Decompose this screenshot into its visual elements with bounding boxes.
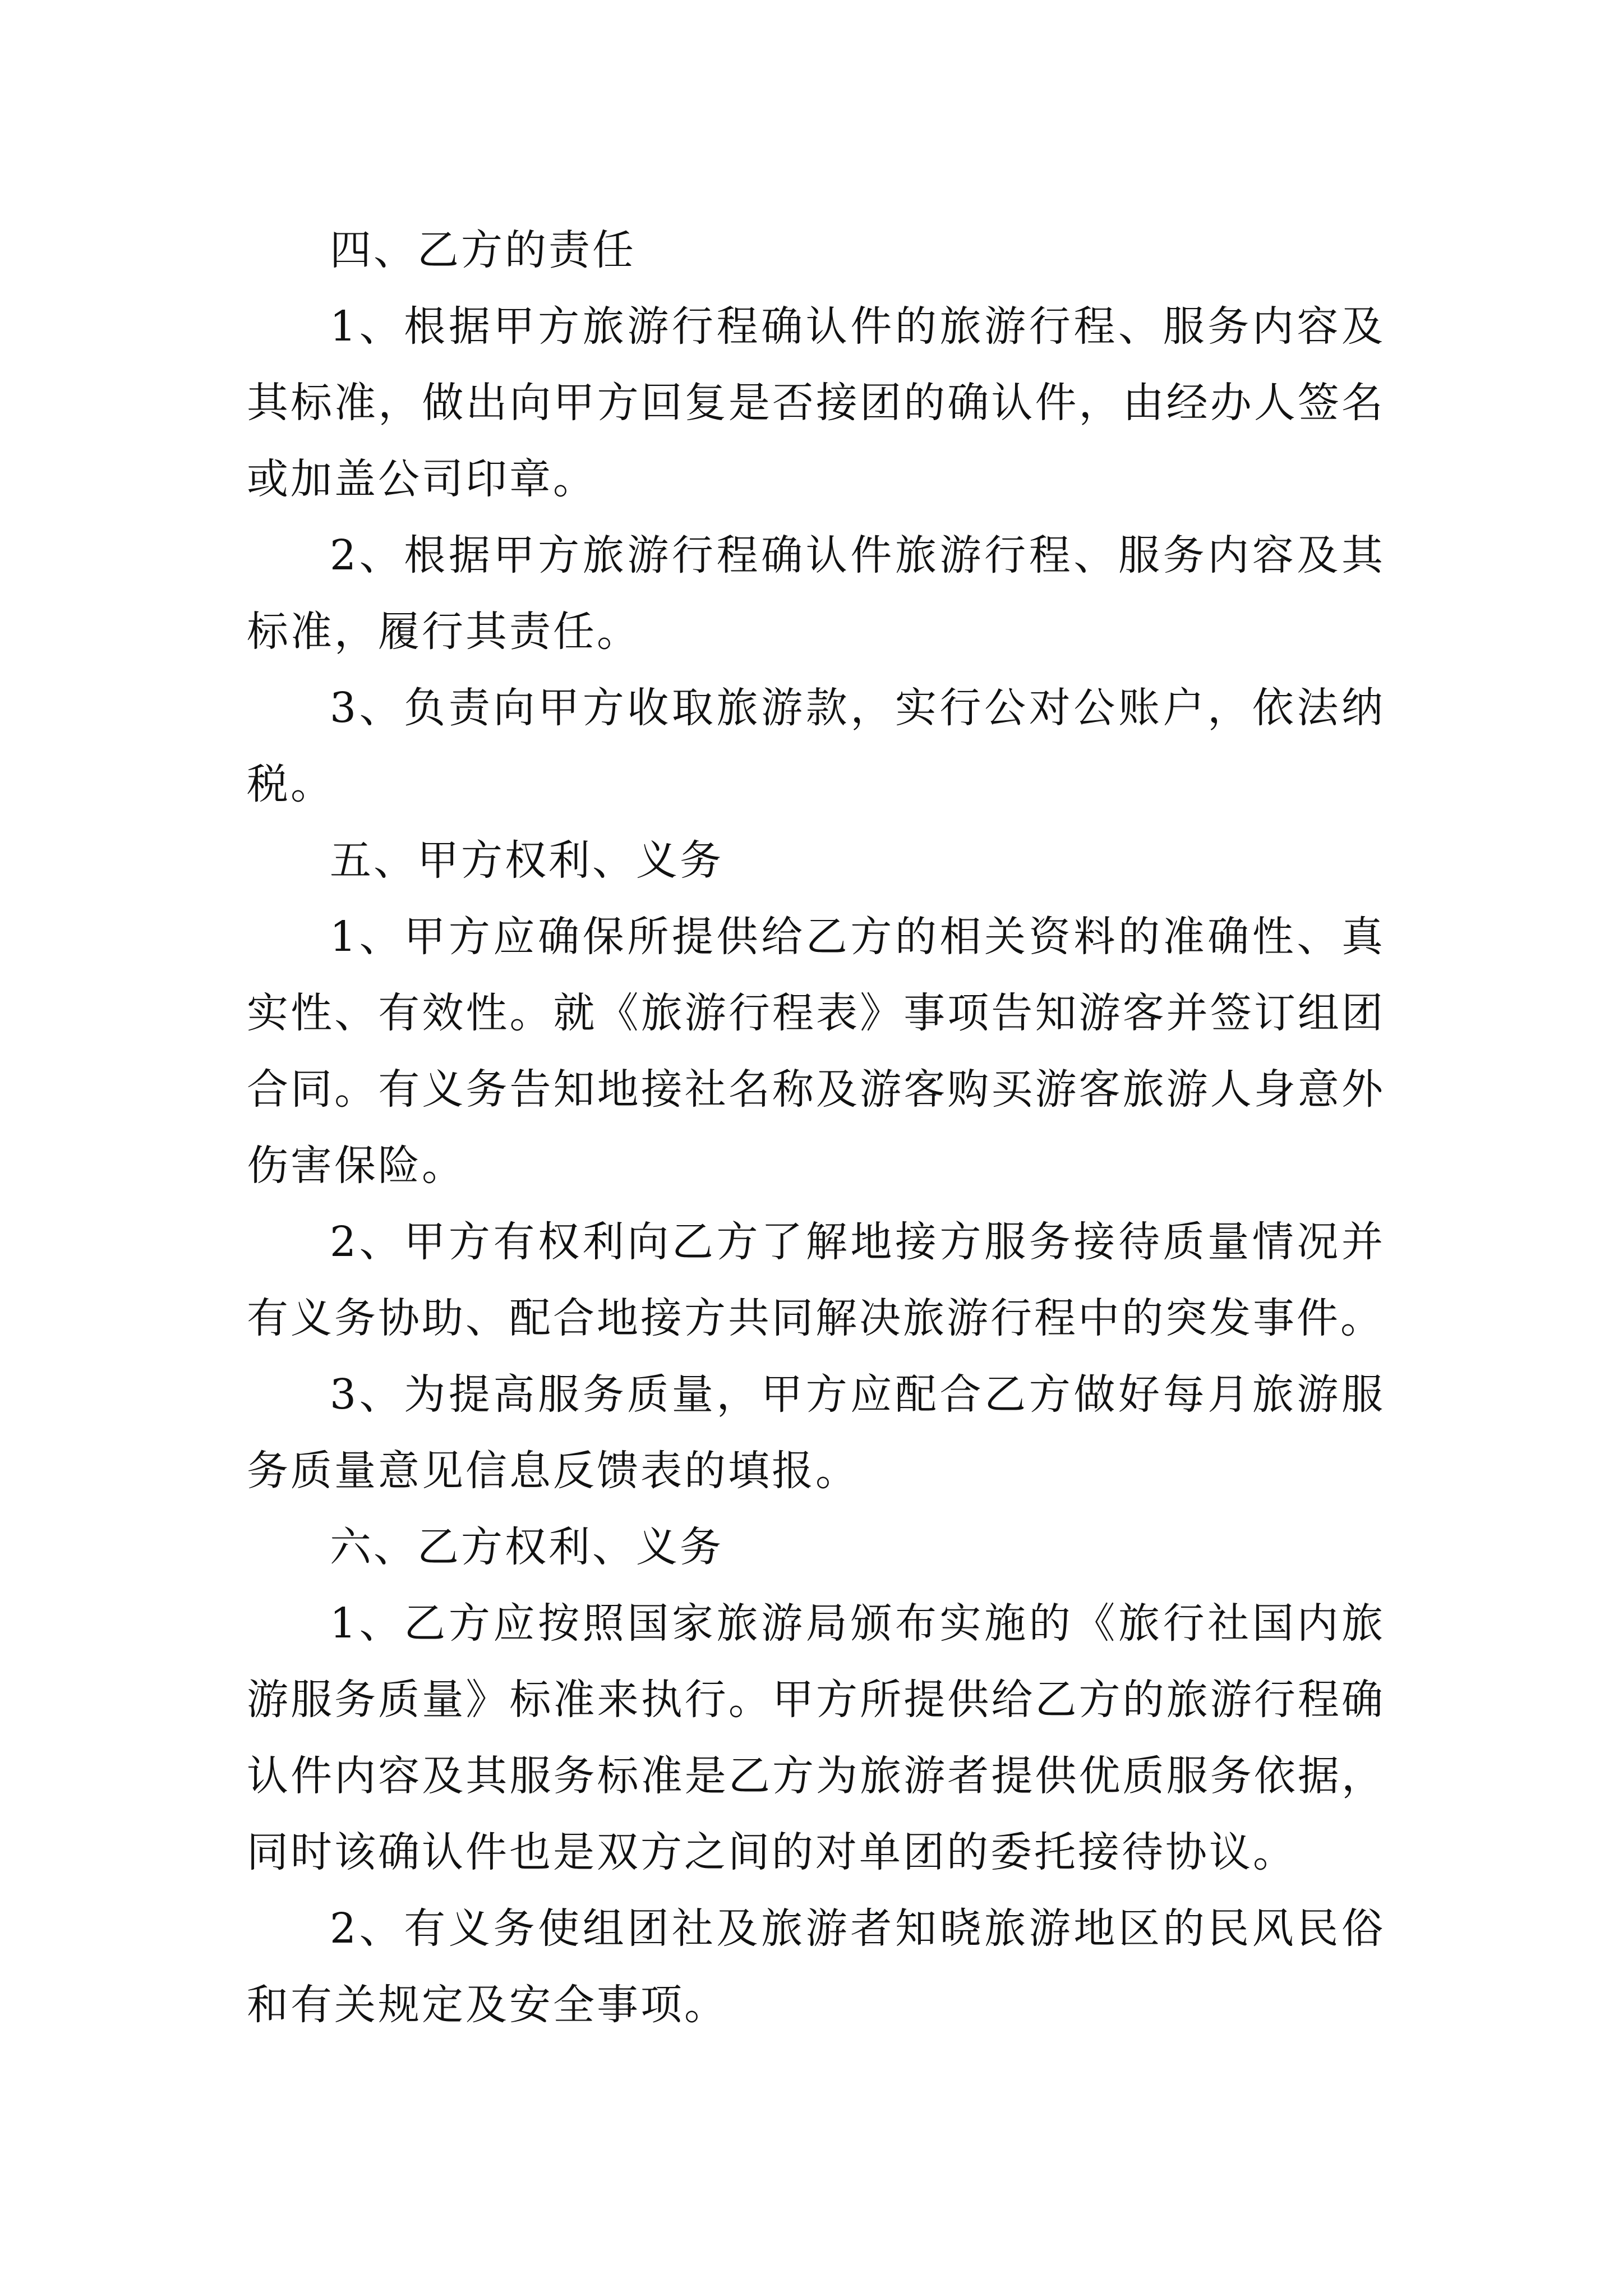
section-heading-4: 四、乙方的责任 <box>330 226 636 274</box>
paragraph: 1、根据甲方旅游行程确认件的旅游行程、服务内容及其标准，做出向甲方回复是否接团的确认件，由经办人签名或加盖公司印章。 <box>247 302 1385 503</box>
paragraph: 2、根据甲方旅游行程确认件旅游行程、服务内容及其标准，履行其责任。 <box>247 531 1385 656</box>
paragraph: 3、负责向甲方收取旅游款，实行公对公账户，依法纳税。 <box>247 684 1385 808</box>
paragraph: 2、有义务使组团社及旅游者知晓旅游地区的民风民俗和有关规定及安全事项。 <box>247 1904 1385 2029</box>
section-heading-5: 五、甲方权利、义务 <box>330 836 723 885</box>
document-body <box>247 212 1385 2043</box>
paragraph: 2、甲方有权利向乙方了解地接方服务接待质量情况并有义务协助、配合地接方共同解决旅游行程中的突发事件。 <box>247 1218 1385 1342</box>
paragraph: 3、为提高服务质量，甲方应配合乙方做好每月旅游服务质量意见信息反馈表的填报。 <box>247 1370 1385 1495</box>
paragraph: 1、乙方应按照国家旅游局颁布实施的《旅行社国内旅游服务质量》标准来执行。甲方所提供给乙方的旅游行程确认件内容及其服务标准是乙方为旅游者提供优质服务依据，同时该确认件也是双方之间的对单团的委托接待协议。 <box>247 1599 1385 1876</box>
section-heading-6: 六、乙方权利、义务 <box>330 1523 723 1571</box>
paragraph: 1、甲方应确保所提供给乙方的相关资料的准确性、真实性、有效性。就《旅游行程表》事项告知游客并签订组团合同。有义务告知地接社名称及游客购买游客旅游人身意外伤害保险。 <box>247 913 1385 1190</box>
